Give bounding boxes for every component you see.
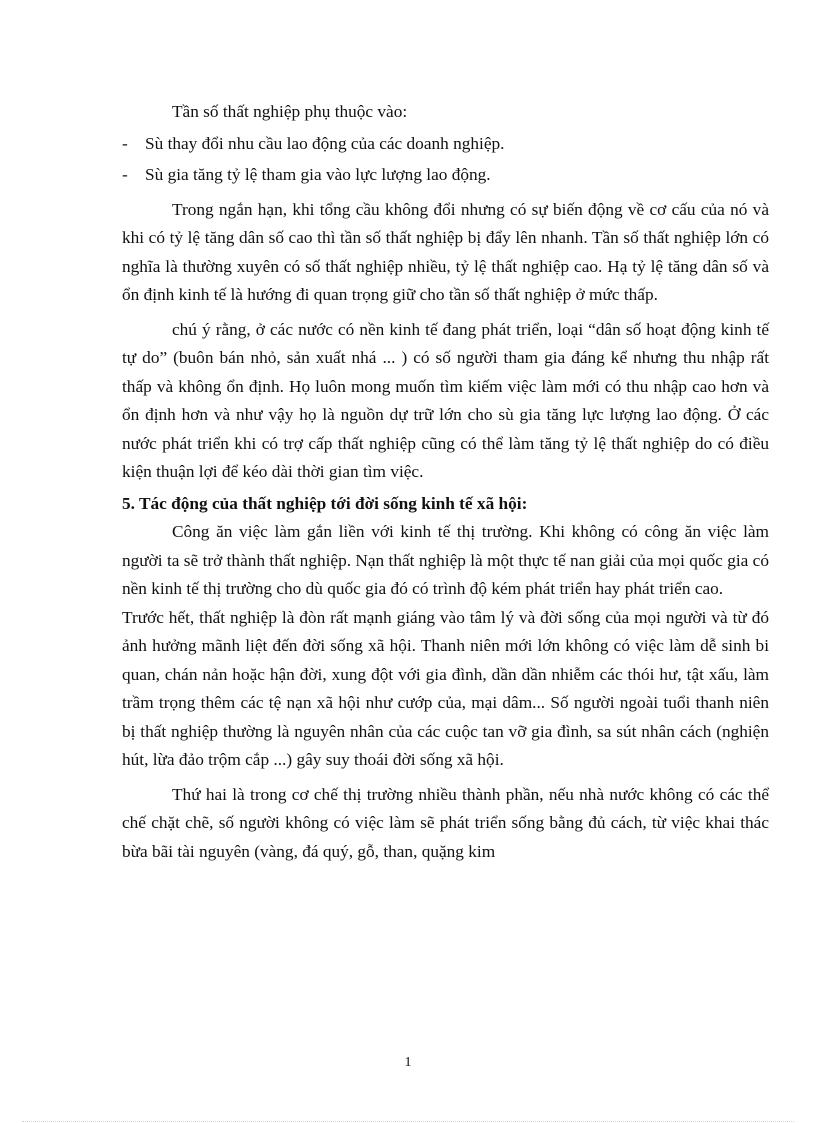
bullet-text-1: Sù thay đổi nhu cầu lao động của các doanh nghiệp.: [145, 133, 505, 153]
bullet-dash: -: [122, 133, 128, 153]
paragraph-note: chú ý rằng, ở các nước có nền kinh tế đang phát triển, loại “dân số hoạt động kinh tế tự do” (buôn bán nhỏ, sản xuất nhá ... ) có số người tham gia đáng kể nhưng thu nhập rất thấp và không ổn định. Họ luôn mong muốn tìm kiếm việc làm mới có thu nhập cao hơn và ổn định hơn và như vậy họ là nguồn dự trữ lớn cho sù gia tăng lực lượng lao động. Ở các nước phát triển khi có trợ cấp thất nghiệp cũng có thể làm tăng tỷ lệ thất nghiệp do có điều kiện thuận lợi để kéo dài thời gian tìm việc.: [122, 319, 769, 481]
document-body: [122, 98, 769, 866]
paragraph-intro: Tần số thất nghiệp phụ thuộc vào:: [172, 102, 408, 121]
page-number: 1: [404, 1055, 412, 1070]
section-heading: 5. Tác động của thất nghiệp tới đời sống kinh tế xã hội:: [122, 493, 528, 513]
bullet-dash: -: [122, 165, 128, 184]
paragraph-second-impact: Thứ hai là trong cơ chế thị trường nhiều thành phần, nếu nhà nước không có các thể chế chặt chẽ, số người không có việc làm sẽ phát triển sống bằng đủ cách, từ việc khai thác bừa bãi tài nguyên (vàng, đá quý, gỗ, than, quặng kim: [122, 784, 769, 861]
page-bottom-border: [22, 1121, 794, 1122]
paragraph-short-term: Trong ngắn hạn, khi tổng cầu không đổi nhưng có sự biến động về cơ cấu của nó và khi có tỷ lệ tăng dân số cao thì tần số thất nghiệp bị đẩy lên nhanh. Tần số thất nghiệp lớn có nghĩa là thường xuyên có số thất nghiệp nhiều, tỷ lệ thất nghiệp cao. Hạ tỷ lệ tăng dân số và ổn định kinh tế là hướng đi quan trọng giữ cho tần số thất nghiệp ở mức thấp.: [122, 199, 769, 304]
bullet-text-2: Sù gia tăng tỷ lệ tham gia vào lực lượng lao động.: [145, 165, 491, 184]
paragraph-employment: Công ăn việc làm gắn liền với kinh tế thị trường. Khi không có công ăn việc làm người ta sẽ trở thành thất nghiệp. Nạn thất nghiệp là một thực tế nan giải của mọi quốc gia có nền kinh tế thị trường cho dù quốc gia đó có trình độ kém phát triển hay phát triển cao.: [122, 522, 769, 598]
paragraph-first-impact: Trước hết, thất nghiệp là đòn rất mạnh giáng vào tâm lý và đời sống của mọi người và từ đó ảnh hưởng mãnh liệt đến đời sống xã hội. Thanh niên mới lớn không có việc làm dễ sinh bi quan, chán nản hoặc hận đời, xung đột với gia đình, dần dần nhiễm các thói hư, tật xấu, làm trầm trọng thêm các tệ nạn xã hội như cướp của, mại dâm... Số người ngoài tuổi thanh niên bị thất nghiệp thường là nguyên nhân của các cuộc tan vỡ gia đình, sa sút nhân cách (nghiện hút, lừa đảo trộm cắp ...) gây suy thoái đời sống xã hội.: [122, 607, 769, 769]
bullet-item-2: [122, 161, 769, 190]
bullet-item-1: [122, 130, 769, 159]
